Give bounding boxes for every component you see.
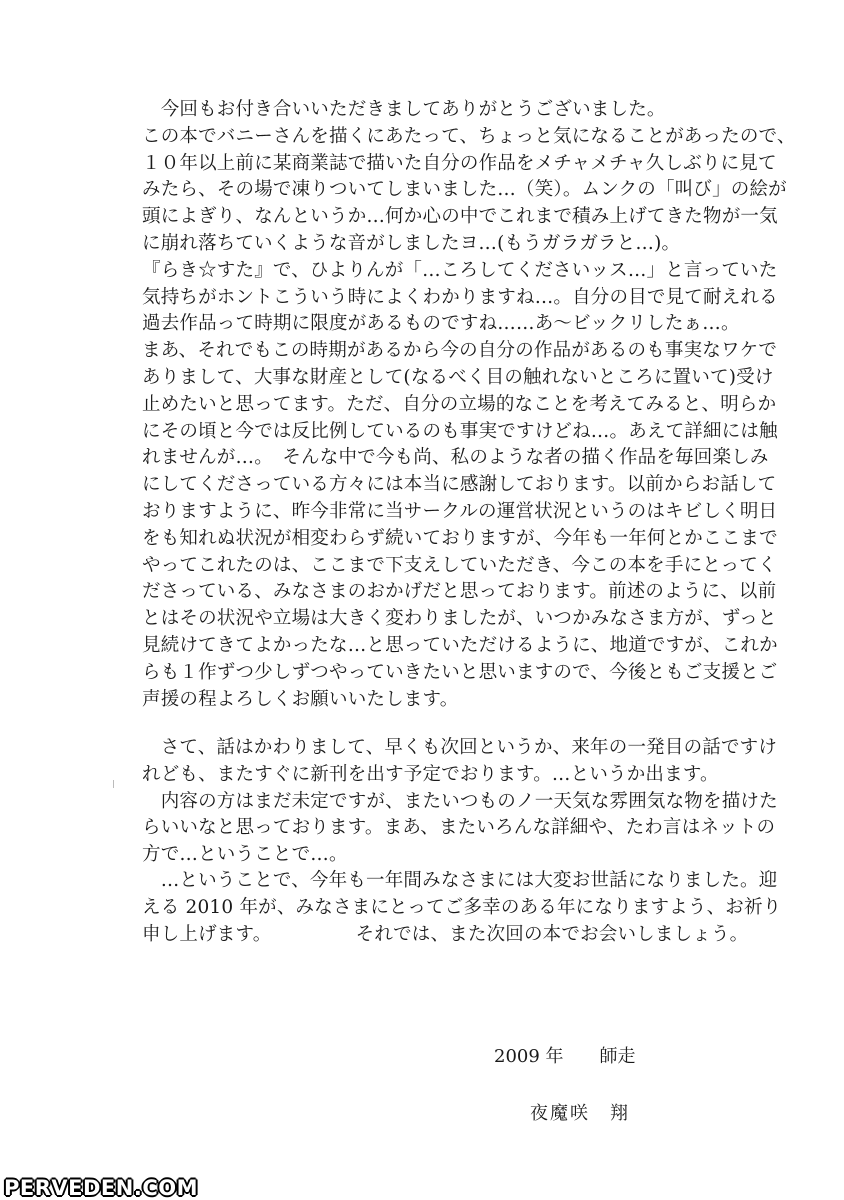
text-line: れども、またすぐに新刊を出す予定でおります。…というか出ます。	[142, 764, 719, 785]
text-line: 申し上げます。 それでは、また次回の本でお会いしましょう。	[142, 924, 749, 945]
text-line: この本でバニーさんを描くにあたって、ちょっと気になることがあったので、	[142, 126, 796, 147]
text-line: 今回もお付き合いいただきましてありがとうございました。	[142, 99, 666, 120]
text-line: 気持ちがホントこういう時によくわかりますね…。自分の目で見て耐えれる	[142, 287, 778, 308]
text-line: １０年以上前に某商業誌で描いた自分の作品をメチャメチャ久しぶりに見て	[142, 153, 777, 174]
text-line: 止めたいと思ってます。ただ、自分の立場的なことを考えてみると、明らか	[142, 394, 777, 415]
text-line: らいいなと思っております。まあ、またいろんな詳細や、たわ言はネットの	[142, 817, 776, 838]
text-line: に崩れ落ちていくような音がしましたヨ…(もうガラガラと…)。	[142, 233, 681, 254]
text-line: をも知れぬ状況が相変わらず続いておりますが、今年も一年何とかここまで	[142, 528, 778, 549]
text-line: まあ、それでもこの時期があるから今の自分の作品があるのも事実なワケで	[142, 340, 778, 361]
text-line: 見続けてきてよかったな…と思っていただけるように、地道ですが、これか	[142, 635, 778, 656]
site-watermark: PERVEDEN.COM	[4, 1176, 198, 1200]
text-line: 『らき☆すた』で、ひよりんが「…ころしてくださいッス…」と言っていた	[142, 260, 778, 281]
text-line: 声援の程よろしくお願いいたします。	[142, 689, 459, 710]
text-line: 内容の方はまだ未定ですが、またいつものノ一天気な雰囲気な物を描けた	[142, 791, 778, 812]
text-line: 過去作品って時期に限度があるものですね……あ～ビックリしたぁ…。	[142, 313, 740, 334]
date-line: 2009 年 師走	[494, 1046, 636, 1067]
author-signature: 夜魔咲 翔	[530, 1103, 630, 1124]
margin-mark	[113, 780, 114, 788]
text-line: やってこれたのは、ここまで下支えしていただき、今この本を手にとってく	[142, 555, 777, 576]
text-line: える 2010 年が、みなさまにとってご多幸のある年になりますよう、お祈り	[142, 897, 782, 918]
text-line: れませんが…。 そんな中で今も尚、私のような者の描く作品を毎回楽しみ	[142, 447, 769, 468]
text-line: …ということで、今年も一年間みなさまには大変お世話になりました。迎	[142, 870, 778, 891]
text-line: おりますように、昨今非常に当サークルの運営状況というのはキビしく明日	[142, 501, 778, 522]
text-line: にしてくださっている方々には本当に感謝しております。以前からお話して	[142, 474, 777, 495]
text-line: みたら、その場で凍りついてしまいました…（笑）。ムンクの「叫び」の絵が	[142, 179, 787, 200]
text-line: ありまして、大事な財産として(なるべく目の触れないところに置いて)受け	[142, 367, 774, 388]
text-line: 方で…ということで…。	[142, 844, 348, 865]
text-line: とはその状況や立場は大きく変わりましたが、いつかみなさま方が、ずっと	[142, 608, 777, 629]
text-line: らも１作ずつ少しずつやっていきたいと思いますので、今後ともご支援とご	[142, 662, 778, 683]
text-line: 頭によぎり、なんというか…何か心の中でこれまで積み上げてきた物が一気	[142, 206, 778, 227]
text-line: にその頃と今では反比例しているのも事実ですけどね…。あえて詳細には触	[142, 421, 778, 442]
text-line: ださっている、みなさまのおかげだと思っております。前述のように、以前	[142, 581, 777, 602]
text-line: さて、話はかわりまして、早くも次回というか、来年の一発目の話ですけ	[142, 737, 778, 758]
